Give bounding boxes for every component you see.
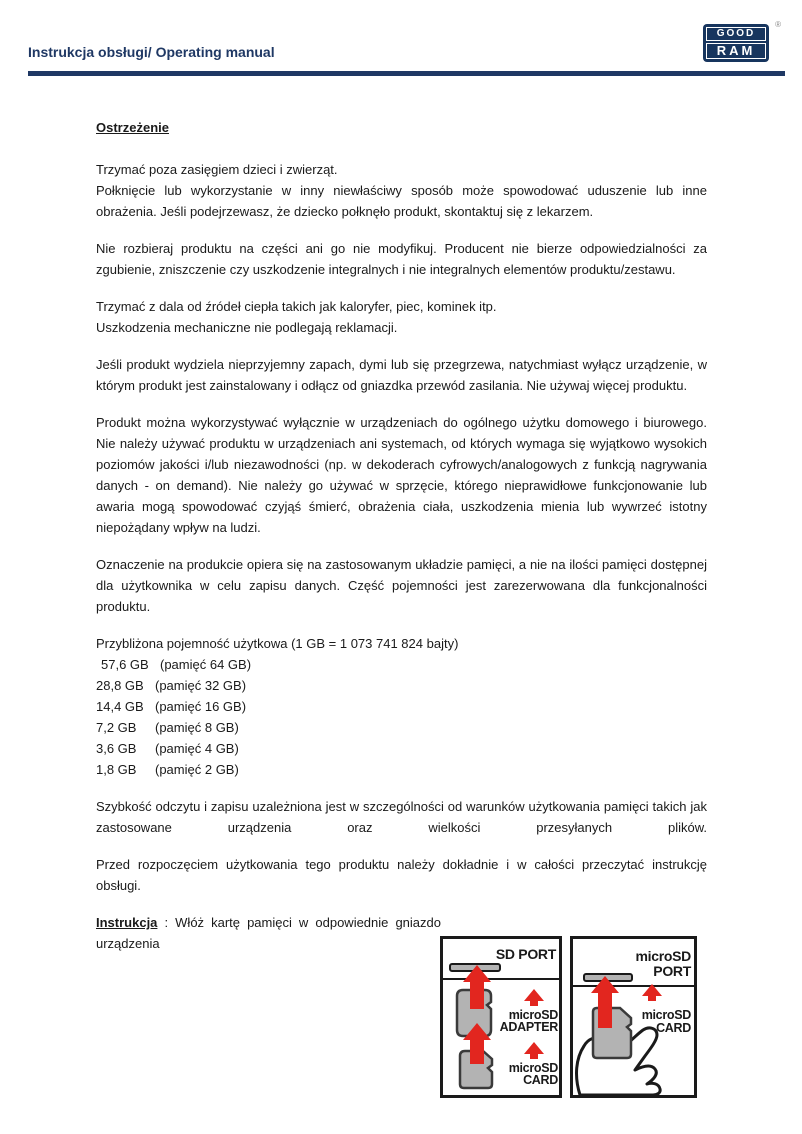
capacity-list — [96, 633, 707, 780]
card-caption-line2: CARD — [656, 1021, 691, 1035]
paragraph-line: Trzymać z dala od źródeł ciepła takich jak kaloryfer, piec, kominek itp. — [96, 299, 497, 314]
paragraph-speed: Szybkość odczytu i zapisu uzależniona jest w szczególności od warunków użytkowania pamięci takich jak zastosowane urządzenia oraz wielkości przesyłanych plików. — [96, 799, 707, 835]
paragraph-no-disassembly: Nie rozbieraj produktu na części ani go nie modyfikuj. Producent nie bierze odpowiedzialności za zgubienie, zniszczenie czy uszkodzenie integralnych i nie integralnych elementów produktu/zestawu. — [96, 241, 707, 277]
paragraph-line: Uszkodzenia mechaniczne nie podlegają reklamacji. — [96, 320, 398, 335]
paragraph-usage: Produkt można wykorzystywać wyłącznie w urządzeniach do ogólnego użytku domowego i biurowego. Nie należy używać produktu w urządzeniach ani systemach, od których wymaga się wyjątkowo wysokich poziomów jakości i/lub niezawodności (np. w dekoderach cyfrowych/analogowych z funkcją nagrywania danych - on demand). Nie należy go używać w sprzęcie, którego nieprawidłowe funkcjonowanie lub awaria mogą spowodować czyjąś śmierć, obrażenia ciała, uszkodzenia mienia lub wywrzeć istotny niepożądany wpływ na ludzi. — [96, 415, 707, 535]
logo-text-ram: RAM — [706, 43, 766, 60]
paragraph-keep-away — [96, 159, 707, 222]
adapter-caption-line1: microSD — [508, 1008, 558, 1022]
capacity-label: (pamięć 64 GB) — [160, 657, 252, 672]
capacity-usable: 28,8 GB — [96, 678, 144, 693]
instruction-label: Instrukcja — [96, 915, 158, 930]
capacity-row — [96, 738, 707, 759]
card-caption-line1: microSD — [508, 1061, 558, 1075]
instruction-text: : Włóż kartę pamięci w odpowiednie gniazdo urządzenia — [96, 915, 441, 951]
capacity-row — [96, 717, 707, 738]
microsd-port-label-line2: PORT — [653, 963, 691, 979]
registered-trademark-symbol: ® — [775, 20, 781, 29]
capacity-usable: 1,8 GB — [96, 762, 137, 777]
capacity-usable: 14,4 GB — [96, 699, 144, 714]
capacity-label: (pamięć 8 GB) — [155, 720, 239, 735]
capacity-usable: 57,6 GB — [101, 657, 149, 672]
paragraph-heat — [96, 296, 707, 338]
goodram-logo-box — [703, 24, 769, 62]
goodram-logo — [703, 20, 781, 62]
paragraph-read-manual: Przed rozpoczęciem użytkowania tego produktu należy dokładnie i w całości przeczytać instrukcję obsługi. — [96, 857, 707, 893]
capacity-label: (pamięć 16 GB) — [155, 699, 247, 714]
capacity-usable: 3,6 GB — [96, 741, 137, 756]
card-caption-line2: CARD — [523, 1073, 558, 1087]
capacity-row — [96, 696, 707, 717]
document-title: Instrukcja obsługi/ Operating manual — [28, 44, 275, 60]
microsd-port-label-line1: microSD — [635, 948, 691, 964]
capacity-label: (pamięć 2 GB) — [155, 762, 239, 777]
paragraph-marking: Oznaczenie na produkcie opiera się na zastosowanym układzie pamięci, a nie na ilości pamięci dostępnej dla użytkownika w celu zapisu danych. Część pojemności jest zarezerwowana dla funkcjonalności produktu. — [96, 557, 707, 614]
capacity-row — [96, 654, 707, 675]
document-body — [96, 77, 707, 954]
warning-heading: Ostrzeżenie — [96, 120, 169, 135]
figure-sd-port — [440, 936, 562, 1098]
adapter-caption-line2: ADAPTER — [499, 1020, 558, 1034]
insertion-figures — [440, 936, 697, 1098]
paragraph-line: Trzymać poza zasięgiem dzieci i zwierząt. — [96, 162, 338, 177]
capacity-intro: Przybliżona pojemność użytkowa (1 GB = 1 073 741 824 bajty) — [96, 636, 459, 651]
instruction-note — [96, 912, 441, 954]
capacity-label: (pamięć 32 GB) — [155, 678, 247, 693]
logo-text-good: GOOD — [706, 27, 766, 41]
header-divider — [28, 71, 785, 76]
card-caption-line1: microSD — [641, 1008, 691, 1022]
capacity-usable: 7,2 GB — [96, 720, 137, 735]
capacity-label: (pamięć 4 GB) — [155, 741, 239, 756]
paragraph-overheat: Jeśli produkt wydziela nieprzyjemny zapach, dymi lub się przegrzewa, natychmiast wyłącz urządzenie, w którym produkt jest zainstalowany i odłącz od gniazdka przewód zasilania. Nie używaj więcej produktu. — [96, 357, 707, 393]
sd-port-label: SD PORT — [495, 946, 556, 962]
paragraph-text: Połknięcie lub wykorzystanie w inny niewłaściwy sposób może spowodować uduszenie lub inne obrażenia. Jeśli podejrzewasz, że dziecko połknęło produkt, skontaktuj się z lekarzem. — [96, 183, 707, 219]
figure-microsd-port — [570, 936, 697, 1098]
capacity-row — [96, 675, 707, 696]
capacity-row — [96, 759, 707, 780]
